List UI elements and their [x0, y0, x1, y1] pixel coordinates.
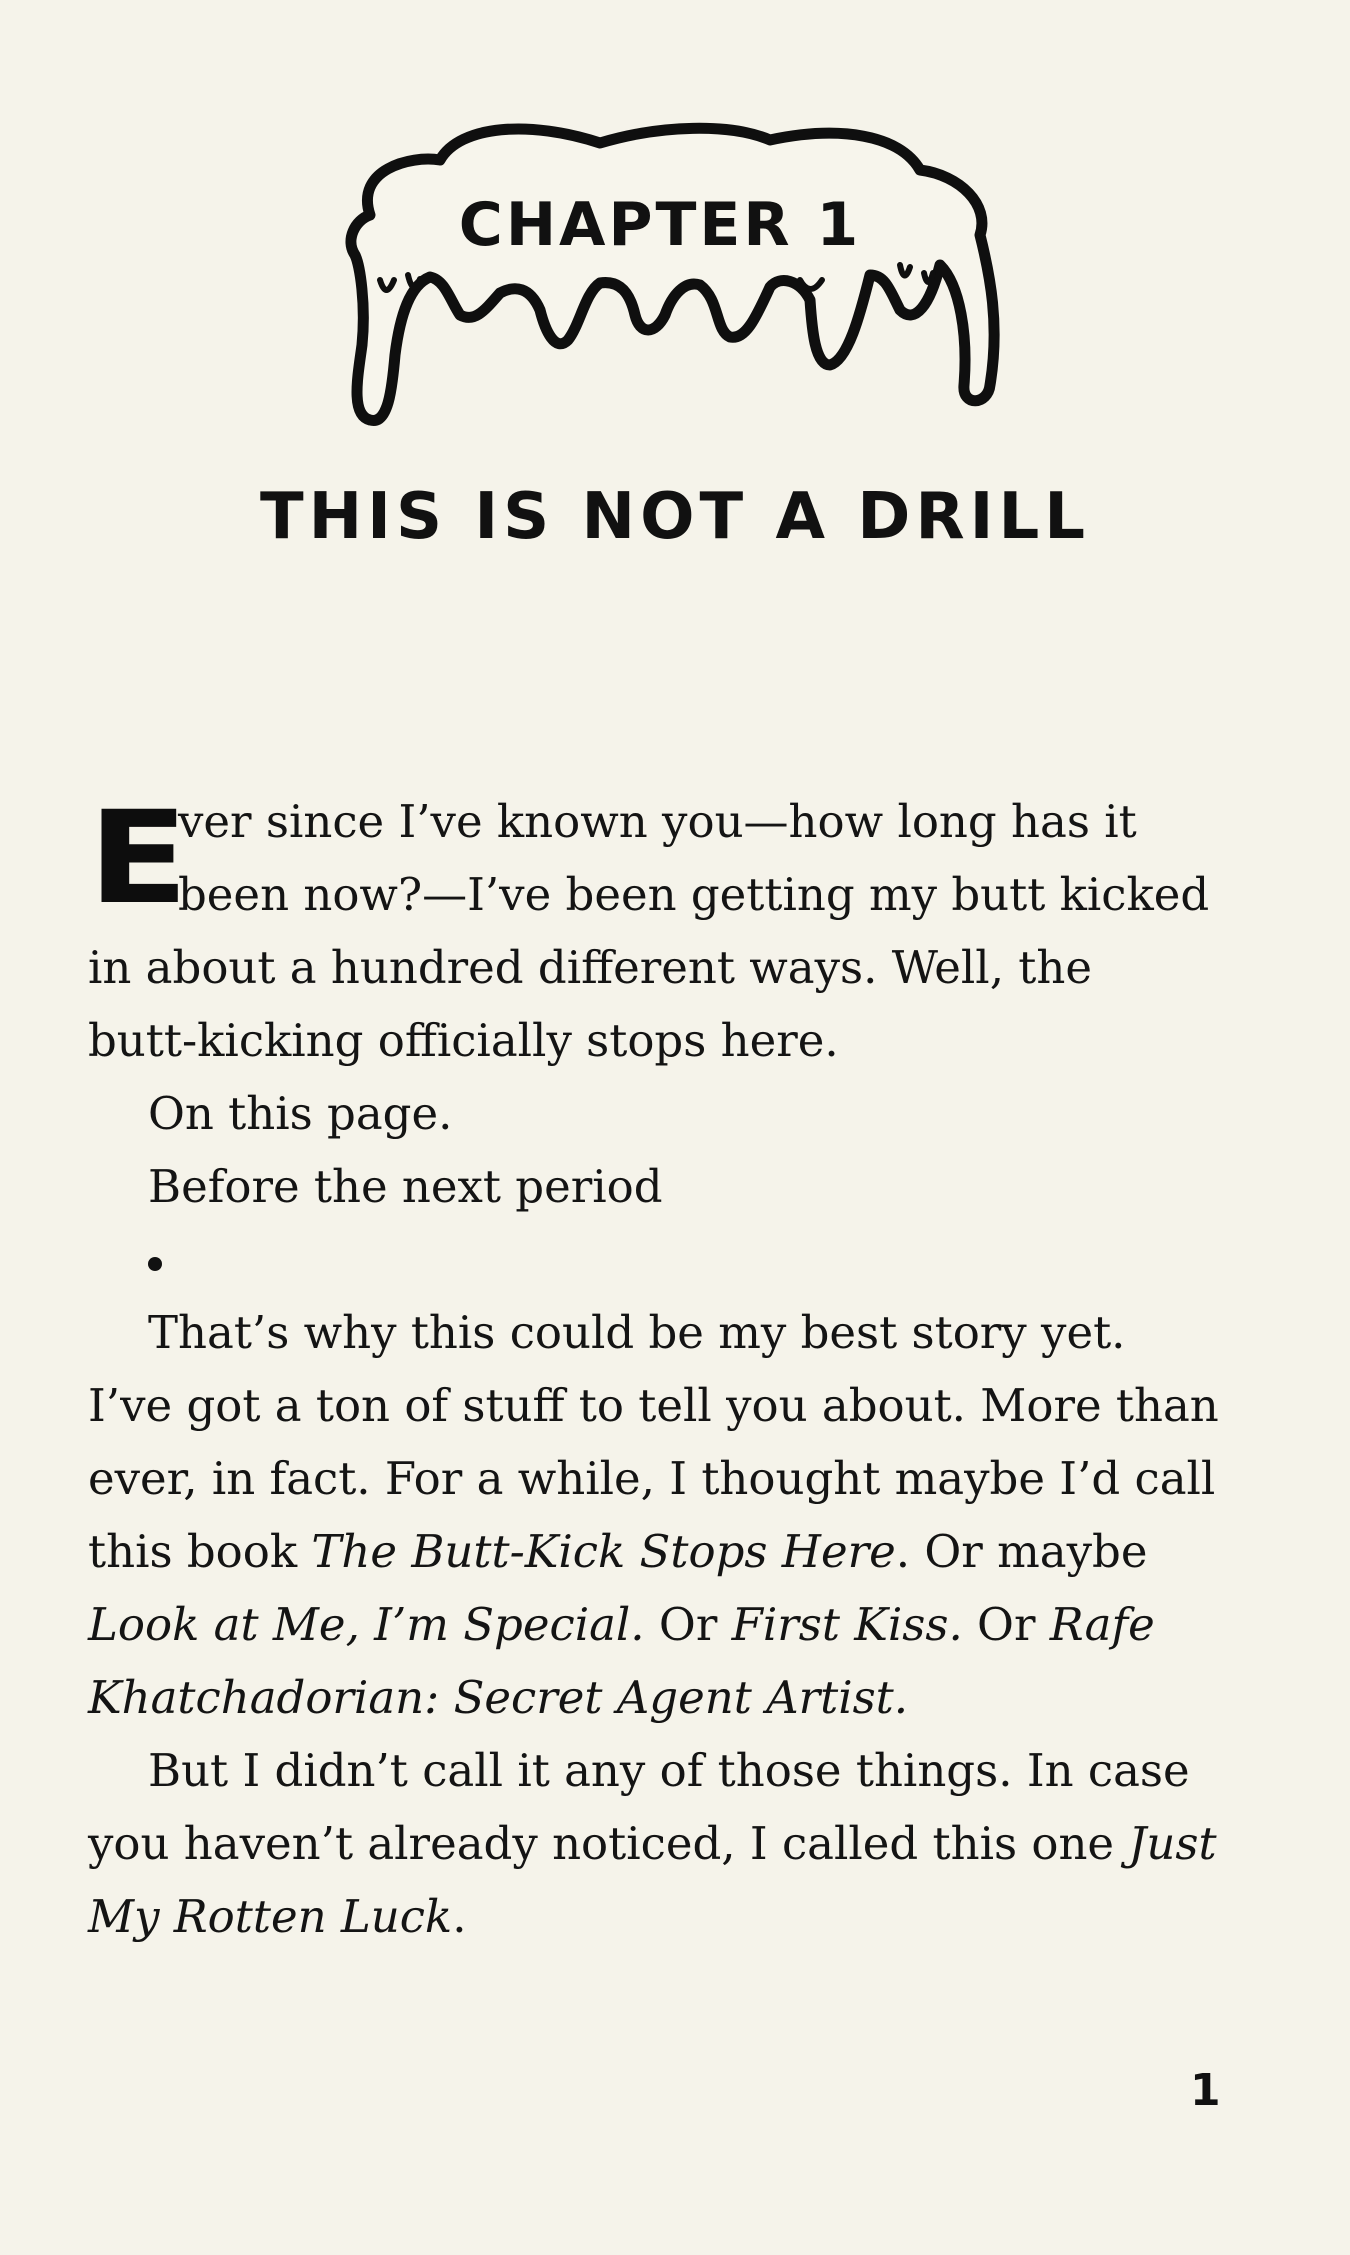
slime-chapter-badge [300, 115, 1020, 435]
book-title-italic: Khatchadorian: Secret Agent Artist. [88, 1671, 909, 1724]
drop-cap: E [88, 784, 189, 933]
chapter-body [88, 785, 1258, 1953]
text: . [452, 1890, 467, 1943]
paragraph-line [88, 1807, 1258, 1880]
text: . Or maybe [895, 1525, 1148, 1578]
period-dot [148, 1257, 162, 1271]
chapter-title: THIS IS NOT A DRILL [259, 480, 1091, 554]
paragraph-line: butt-kicking officially stops here. [88, 1014, 839, 1067]
paragraph-line [88, 858, 1258, 931]
paragraph-line [88, 1223, 1258, 1296]
paragraph-line: in about a hundred different ways. Well, the [88, 941, 1092, 994]
slime-drip-icon [300, 115, 1020, 435]
paragraph-line [88, 1661, 1258, 1734]
book-title-italic: The Butt-Kick Stops Here [311, 1525, 896, 1578]
text: ver since I’ve known you—how long has it [178, 795, 1137, 848]
text: Or [644, 1598, 732, 1651]
text: Or [962, 1598, 1050, 1651]
paragraph-line [88, 1515, 1258, 1588]
paragraph-line: On this page. [148, 1087, 453, 1140]
text: been now?—I’ve been getting my butt kicked [178, 868, 1210, 921]
paragraph-line: That’s why this could be my best story yet. [148, 1306, 1126, 1359]
book-title-italic: Look at Me, I’m Special. [88, 1598, 645, 1651]
paragraph-line [88, 1880, 1258, 1953]
paragraph-line: Before the next period [148, 1160, 663, 1213]
book-title-italic: First Kiss. [731, 1598, 963, 1651]
text: this book [88, 1525, 312, 1578]
paragraph-line [88, 1588, 1258, 1661]
book-title-italic: Rafe [1049, 1598, 1155, 1651]
paragraph-line: I’ve got a ton of stuff to tell you about. More than [88, 1379, 1219, 1432]
text: you haven’t already noticed, I called this one [88, 1817, 1129, 1870]
book-title-italic: My Rotten Luck [88, 1890, 453, 1943]
book-title-italic: Just [1128, 1817, 1217, 1870]
paragraph-line: ever, in fact. For a while, I thought maybe I’d call [88, 1452, 1216, 1505]
paragraph-line: But I didn’t call it any of those things. In case [148, 1744, 1190, 1797]
page-number: 1 [1190, 2065, 1221, 2116]
chapter-label: CHAPTER 1 [458, 190, 862, 260]
